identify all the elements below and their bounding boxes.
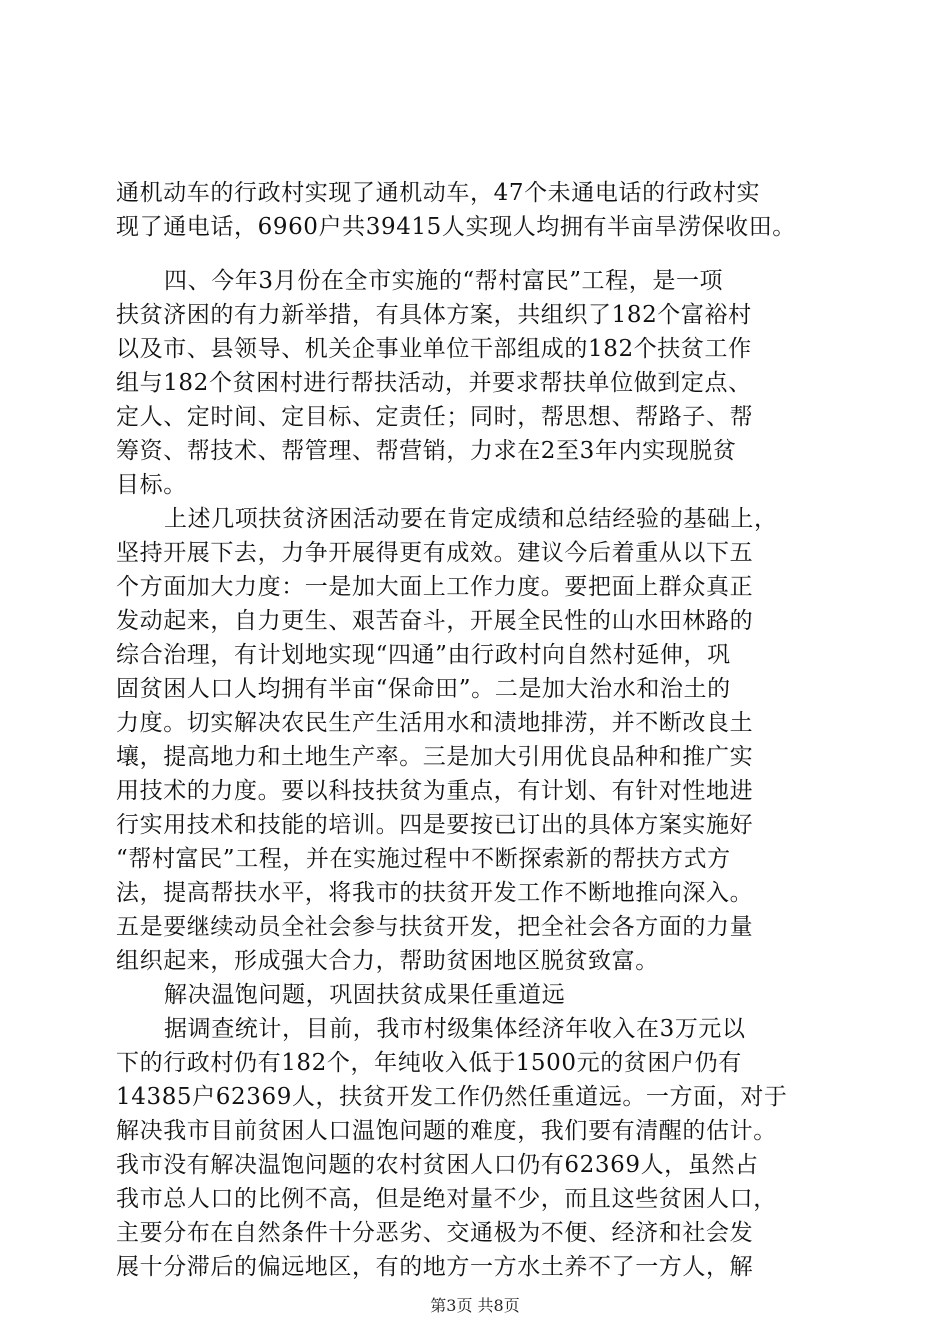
body-line: 我市没有解决温饱问题的农村贫困人口仍有62369人，虽然占	[116, 1152, 759, 1178]
paragraph-first-line: 上述几项扶贫济困活动要在肯定成绩和总结经验的基础上，	[164, 506, 778, 532]
paragraph-first-line: 四、今年3月份在全市实施的“帮村富民”工程，是一项	[164, 268, 724, 294]
body-line: 坚持开展下去，力争开展得更有成效。建议今后着重从以下五	[116, 540, 754, 566]
body-line: 五是要继续动员全社会参与扶贫开发，把全社会各方面的力量	[116, 914, 754, 940]
body-line: 解决我市目前贫困人口温饱问题的难度，我们要有清醒的估计。	[116, 1118, 777, 1144]
body-line: 筹资、帮技术、帮管理、帮营销，力求在2至3年内实现脱贫	[116, 438, 737, 464]
body-line: 定人、定时间、定目标、定责任；同时，帮思想、帮路子、帮	[116, 404, 754, 430]
body-line: 主要分布在自然条件十分恶劣、交通极为不便、经济和社会发	[116, 1220, 754, 1246]
body-line: 组与182个贫困村进行帮扶活动，并要求帮扶单位做到定点、	[116, 370, 752, 396]
body-line: “帮村富民”工程，并在实施过程中不断探索新的帮扶方式方	[116, 846, 731, 872]
page-number: 第3页 共8页	[430, 1296, 520, 1315]
body-line: 固贫困人口人均拥有半亩“保命田”。二是加大治水和治土的	[116, 676, 731, 702]
body-line: 现了通电话，6960户共39415人实现人均拥有半亩旱涝保收田。	[116, 214, 796, 240]
body-line: 用技术的力度。要以科技扶贫为重点，有计划、有针对性地进	[116, 778, 754, 804]
body-line: 行实用技术和技能的培训。四是要按已订出的具体方案实施好	[116, 812, 754, 838]
body-line: 发动起来，自力更生、艰苦奋斗，开展全民性的山水田林路的	[116, 608, 754, 634]
body-line: 展十分滞后的偏远地区，有的地方一方水土养不了一方人，解	[116, 1254, 754, 1280]
paragraph-first-line: 据调查统计，目前，我市村级集体经济年收入在3万元以	[164, 1016, 746, 1042]
body-line: 通机动车的行政村实现了通机动车，47个未通电话的行政村实	[116, 180, 761, 206]
body-line: 综合治理，有计划地实现“四通”由行政村向自然村延伸，巩	[116, 642, 731, 668]
section-heading: 解决温饱问题，巩固扶贫成果任重道远	[164, 982, 566, 1008]
body-line: 我市总人口的比例不高，但是绝对量不少，而且这些贫困人口，	[116, 1186, 777, 1212]
body-line: 扶贫济困的有力新举措，有具体方案，共组织了182个富裕村	[116, 302, 752, 328]
body-line: 14385户62369人，扶贫开发工作仍然任重道远。一方面，对于	[116, 1084, 788, 1110]
body-line: 个方面加大力度：一是加大面上工作力度。要把面上群众真正	[116, 574, 754, 600]
body-line: 力度。切实解决农民生产生活用水和渍地排涝，并不断改良土	[116, 710, 754, 736]
body-line: 目标。	[116, 472, 187, 498]
body-line: 法，提高帮扶水平，将我市的扶贫开发工作不断地推向深入。	[116, 880, 754, 906]
body-line: 壤，提高地力和土地生产率。三是加大引用优良品种和推广实	[116, 744, 754, 770]
body-line: 下的行政村仍有182个，年纯收入低于1500元的贫困户仍有	[116, 1050, 742, 1076]
body-line: 组织起来，形成强大合力，帮助贫困地区脱贫致富。	[116, 948, 659, 974]
body-line: 以及市、县领导、机关企事业单位干部组成的182个扶贫工作	[116, 336, 752, 362]
